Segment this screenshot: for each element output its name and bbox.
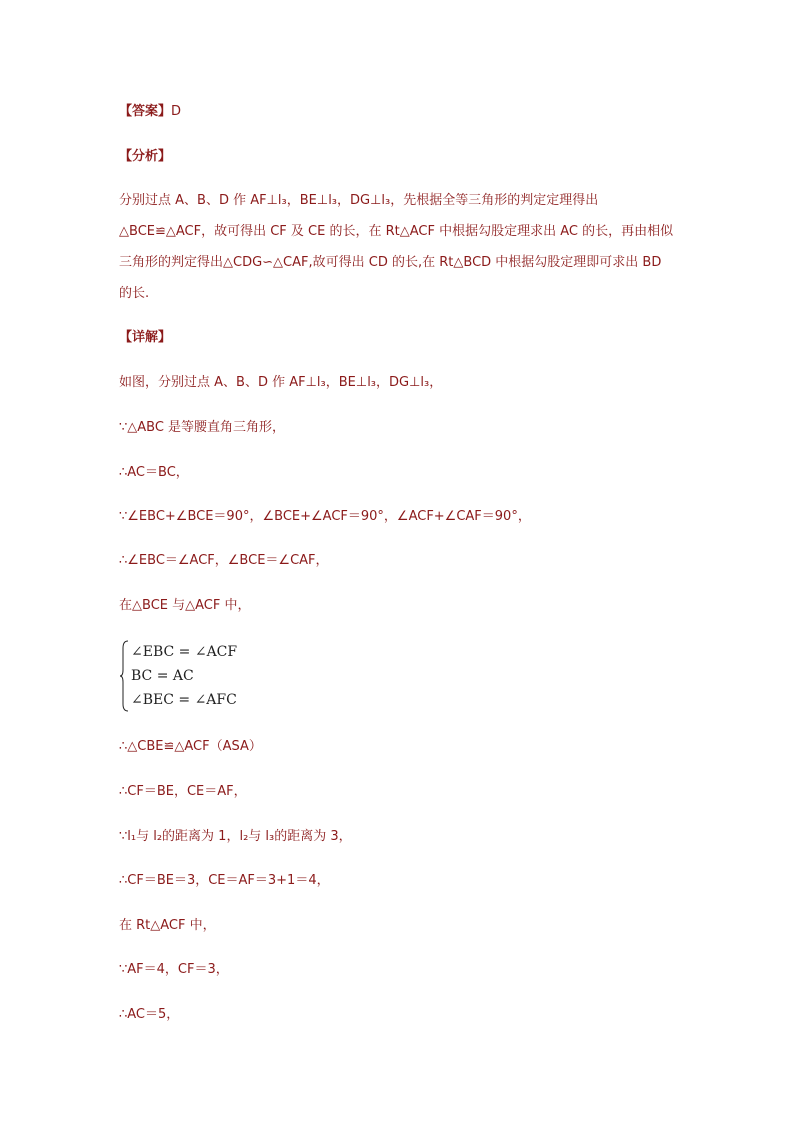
detail-line: ∴CF＝BE＝3，CE＝AF＝3+1＝4， [119,873,330,888]
answer-label: 【答案】 [119,104,172,119]
analysis-paragraph [119,193,689,317]
analysis-line: 的长. [119,286,150,301]
detail-line: ∴AC＝BC， [119,465,189,480]
answer-value: D [171,104,182,119]
detail-line: ∴CF＝BE，CE＝AF， [119,784,247,799]
equation-line: BC = AC [131,668,194,684]
detail-line: ∵∠EBC+∠BCE＝90°，∠BCE+∠ACF＝90°，∠ACF+∠CAF＝90°， [119,509,531,524]
detail-line: ∵△ABC 是等腰直角三角形， [119,420,286,435]
equation-system [119,640,279,712]
analysis-line: 分别过点 A、B、D 作 AF⊥l₃，BE⊥l₃，DG⊥l₃，先根据全等三角形的判定定理得出 [119,193,599,208]
analysis-heading: 【分析】 [119,149,172,164]
detail-line: ∴AC＝5， [119,1007,180,1022]
detail-line: ∵AF＝4，CF＝3， [119,962,229,977]
analysis-line: 三角形的判定得出△CDG∽△CAF,故可得出 CD 的长,在 Rt△BCD 中根据勾股定理即可求出 BD [119,255,662,270]
detail-heading: 【详解】 [119,330,172,345]
analysis-line: △BCE≌△ACF，故可得出 CF 及 CE 的长，在 Rt△ACF 中根据勾股定理求出 AC 的长，再由相似 [119,224,674,239]
detail-line: ∵l₁与 l₂的距离为 1，l₂与 l₃的距离为 3， [119,829,352,844]
answer-line [119,104,181,120]
detail-line: 在 Rt△ACF 中， [119,918,216,933]
equation-line: ∠EBC = ∠ACF [131,644,238,660]
equation-line: ∠BEC = ∠AFC [131,692,237,708]
left-brace-icon [119,640,129,712]
detail-line: ∴∠EBC＝∠ACF，∠BCE＝∠CAF， [119,553,329,568]
detail-line: 如图，分别过点 A、B、D 作 AF⊥l₃，BE⊥l₃，DG⊥l₃， [119,375,443,390]
detail-line: ∴△CBE≌△ACF（ASA） [119,739,262,754]
detail-line: 在△BCE 与△ACF 中， [119,598,251,613]
